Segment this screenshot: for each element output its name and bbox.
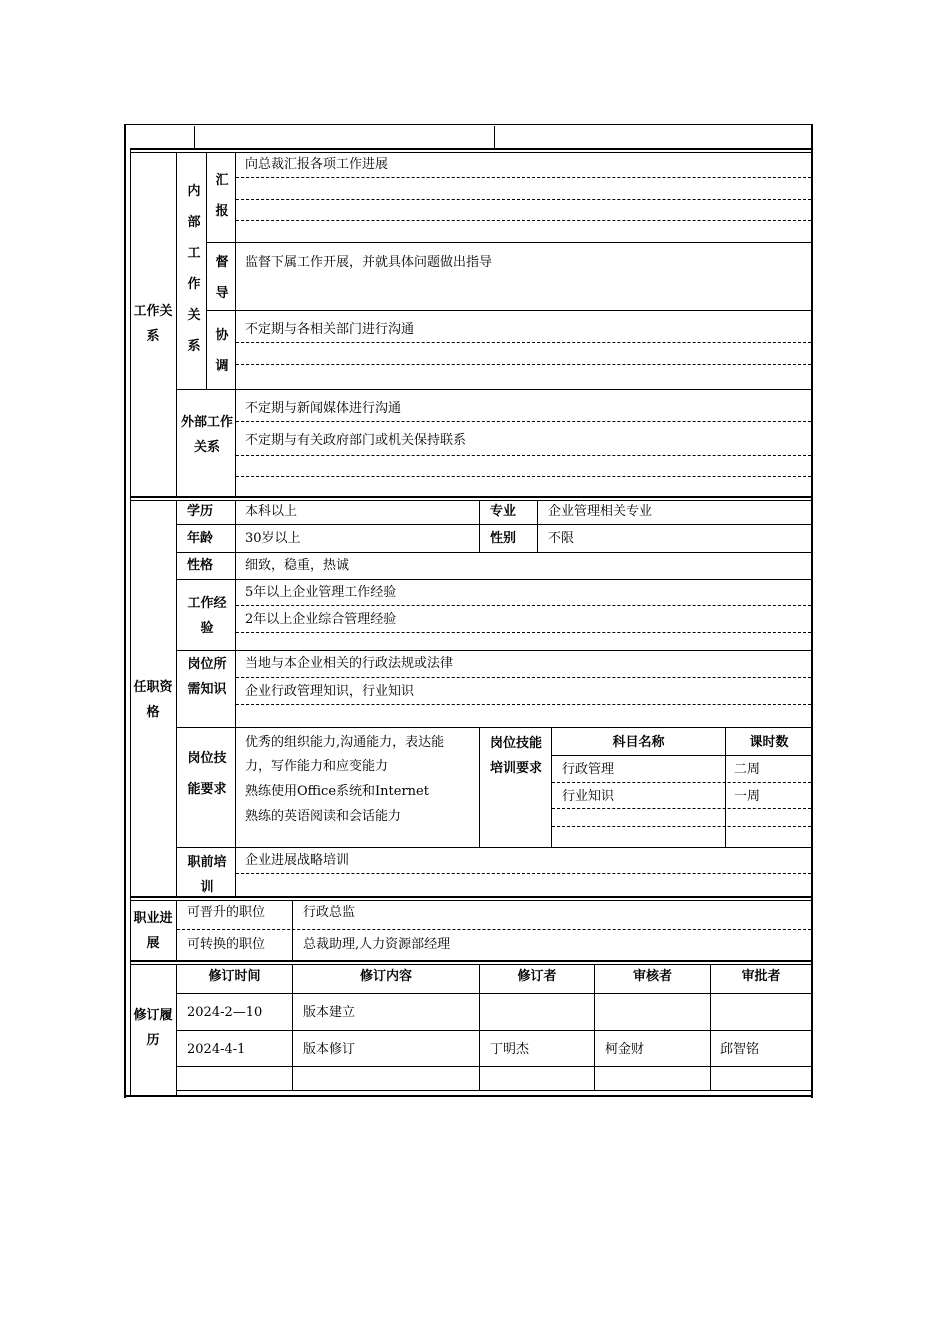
revision-row-2-time: 2024-4-1: [187, 1042, 246, 1057]
dashed-line: [236, 364, 811, 365]
qualifications-label: 任职资格: [133, 680, 173, 720]
revision-row-2-reviewer: 柯金财: [605, 1042, 645, 1057]
revision-header-time: 修订时间: [208, 969, 261, 984]
row-divider: [206, 310, 812, 311]
internal-relations-label: 内部工作关系: [187, 184, 201, 354]
section-divider: [176, 152, 177, 498]
outer-left-border: [124, 124, 126, 1098]
external-line-2: 不定期与有关政府部门或机关保持联系: [245, 433, 467, 448]
row-divider: [176, 552, 812, 553]
external-relations-label: 外部工作关系: [180, 415, 233, 455]
training-row-1-subject: 行政管理: [562, 762, 615, 777]
dashed-line: [552, 808, 811, 809]
cell-divider: [479, 727, 480, 847]
education-label: 学历: [187, 504, 214, 519]
cell-divider: [537, 500, 538, 552]
pre-job-training-label: 职前培训: [187, 855, 227, 895]
career-label: 职业进展: [133, 911, 173, 951]
supervise-label: 督导: [215, 255, 229, 301]
experience-line-2: 2年以上企业综合管理经验: [245, 612, 397, 627]
gender-label: 性别: [490, 531, 517, 546]
knowledge-line-1: 当地与本企业相关的行政法规或法律: [245, 656, 454, 671]
header-divider: [194, 126, 195, 148]
personality-value: 细致，稳重，热诚: [245, 558, 350, 573]
header-row-bottom: [130, 148, 812, 150]
transfer-value: 总裁助理,人力资源部经理: [303, 937, 451, 952]
dashed-line: [236, 873, 811, 874]
dashed-line: [236, 677, 811, 678]
major-value: 企业管理相关专业: [548, 504, 653, 519]
revision-header-approver: 审批者: [741, 969, 781, 984]
section-divider: [235, 500, 236, 897]
training-row-1-hours: 二周: [734, 762, 761, 777]
header-divider: [494, 126, 495, 148]
promotion-value: 行政总监: [303, 905, 356, 920]
dashed-line: [552, 826, 811, 827]
revision-row-1-content: 版本建立: [303, 1005, 356, 1020]
row-divider: [176, 1090, 812, 1091]
age-label: 年龄: [187, 531, 214, 546]
revision-row-2-content: 版本修订: [303, 1042, 356, 1057]
section-divider: [130, 500, 812, 501]
row-divider: [176, 389, 812, 390]
revision-header-reviewer: 审核者: [632, 969, 672, 984]
row-divider: [206, 242, 812, 243]
dashed-line: [236, 455, 811, 456]
dashed-line: [236, 421, 811, 422]
education-value: 本科以上: [245, 504, 298, 519]
report-label: 汇报: [215, 173, 229, 219]
row-divider: [176, 650, 812, 651]
revision-label: 修订履历: [133, 1008, 173, 1048]
dashed-line: [236, 342, 811, 343]
training-row-2-subject: 行业知识: [562, 789, 615, 804]
section-divider: [130, 896, 812, 898]
row-divider: [176, 579, 812, 580]
dashed-line: [236, 220, 811, 221]
experience-line-1: 5年以上企业管理工作经验: [245, 585, 397, 600]
personality-label: 性格: [187, 558, 214, 573]
experience-label: 工作经验: [187, 596, 227, 636]
section-divider: [130, 496, 812, 498]
skills-line-1: 优秀的组织能力,沟通能力，表达能: [245, 735, 445, 750]
dashed-line: [236, 177, 811, 178]
row-divider: [176, 1030, 812, 1031]
knowledge-label: 岗位所需知识: [187, 657, 227, 697]
row-divider: [551, 755, 812, 756]
gender-value: 不限: [548, 531, 575, 546]
outer-right-border: [811, 124, 813, 1098]
skills-line-4: 熟练的英语阅读和会话能力: [245, 809, 402, 824]
age-value: 30岁以上: [245, 531, 301, 546]
pre-job-training-line-1: 企业进展战略培训: [245, 853, 350, 868]
outer-left-inner-border: [130, 148, 131, 1096]
revision-header-reviser: 修订者: [517, 969, 557, 984]
header-row-bottom-double: [130, 152, 812, 153]
section-divider: [130, 900, 812, 901]
dashed-line: [552, 782, 811, 783]
section-divider: [176, 500, 177, 897]
row-divider: [176, 524, 812, 525]
training-header-subject: 科目名称: [612, 735, 665, 750]
bottom-border: [124, 1095, 813, 1097]
skills-line-3: 熟练使用Office系统和Internet: [245, 784, 429, 799]
coordinate-label: 协调: [215, 328, 229, 374]
section-divider: [176, 900, 177, 961]
training-label: 岗位技能培训要求: [489, 736, 542, 776]
work-relations-label: 工作关系: [133, 304, 173, 344]
supervise-line-1: 监督下属工作开展，并就具体问题做出指导: [245, 255, 493, 270]
knowledge-line-2: 企业行政管理知识，行业知识: [245, 684, 415, 699]
section-divider: [292, 900, 293, 961]
revision-row-2-approver: 邱智铭: [720, 1042, 760, 1057]
major-label: 专业: [490, 504, 517, 519]
transfer-label: 可转换的职位: [187, 937, 266, 952]
dashed-line: [236, 605, 811, 606]
coordinate-line-1: 不定期与各相关部门进行沟通: [245, 322, 415, 337]
training-row-2-hours: 一周: [734, 789, 761, 804]
training-header-hours: 课时数: [749, 735, 789, 750]
dashed-line: [177, 929, 811, 930]
dashed-line: [236, 632, 811, 633]
row-divider: [176, 847, 812, 848]
report-line-1: 向总裁汇报各项工作进展: [245, 157, 389, 172]
revision-header-content: 修订内容: [359, 969, 412, 984]
dashed-line: [236, 704, 811, 705]
promotion-label: 可晋升的职位: [187, 905, 266, 920]
row-divider: [176, 1066, 812, 1067]
dashed-line: [236, 199, 811, 200]
external-line-1: 不定期与新闻媒体进行沟通: [245, 401, 402, 416]
row-divider: [176, 993, 812, 994]
section-divider: [130, 960, 812, 962]
row-divider: [176, 727, 812, 728]
section-divider: [235, 152, 236, 498]
section-divider: [206, 152, 207, 389]
revision-row-2-reviser: 丁明杰: [490, 1042, 530, 1057]
skills-line-2: 力，写作能力和应变能力: [245, 759, 389, 774]
dashed-line: [236, 476, 811, 477]
skills-label: 岗位技能要求: [187, 751, 227, 797]
revision-row-1-time: 2024-2—10: [187, 1005, 263, 1020]
cell-divider: [479, 500, 480, 552]
top-border: [124, 124, 813, 125]
